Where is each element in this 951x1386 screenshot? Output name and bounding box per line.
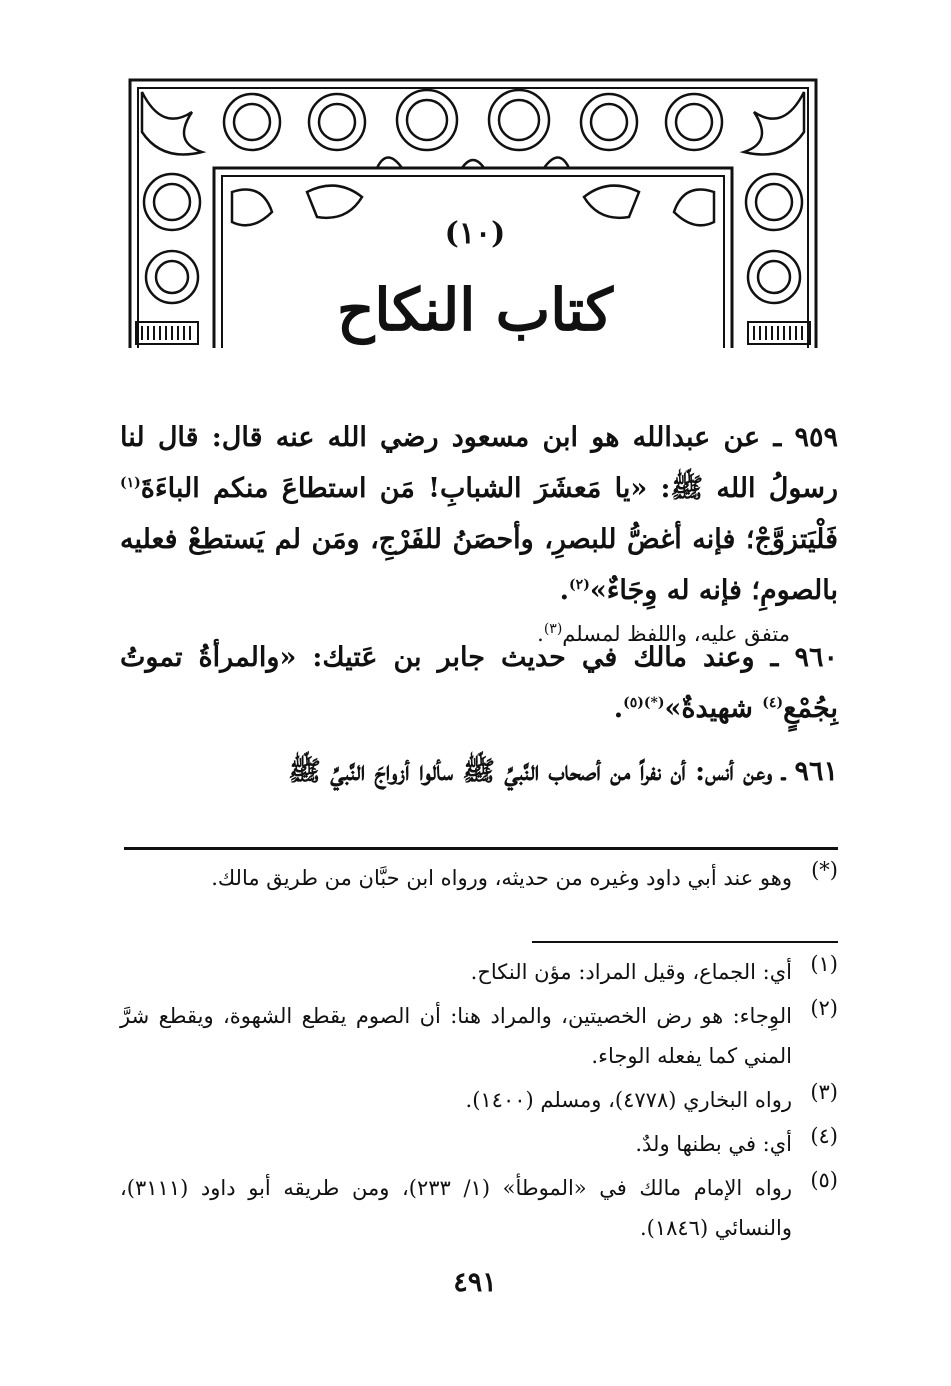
footnote-item	[120, 996, 838, 1076]
page-number: ٤٩١	[453, 1267, 497, 1298]
note-mark: (*)	[811, 858, 838, 882]
footnote-item	[120, 1168, 838, 1248]
footnote-item	[120, 1080, 838, 1120]
footnote-ref[interactable]: (٢)	[569, 577, 590, 593]
hadith-text: .	[559, 575, 570, 606]
footnote-mark: (٤)	[810, 1124, 838, 1148]
footnote-ref[interactable]: (٤)	[762, 695, 784, 711]
hadith-text: .	[613, 693, 624, 724]
hadith-text: وعند مالك في حديث جابر بن عَتيك: «والمرأةُ تموتُ بِجُمْعٍ	[120, 642, 838, 724]
hadith-961	[120, 746, 838, 797]
reference-text: .	[537, 622, 544, 646]
footnote-ref[interactable]: (١)	[120, 475, 141, 491]
reference-text: متفق عليه، واللفظ لمسلم	[562, 622, 790, 646]
hadith-number: ٩٦١ ـ	[781, 756, 838, 787]
footnote-text: أي: في بطنها ولدٌ.	[635, 1132, 792, 1156]
footnote-mark: (٥)	[810, 1168, 838, 1192]
footnote-text: الوِجاء: هو رض الخصيتين، والمراد هنا: أن الصوم يقطع الشهوة، ويقطع شرَّ المني كما يفعله الوجاء.	[120, 1004, 792, 1068]
hadith-text: وعن أنس: أن نفراً من أصحاب النَّبيِّ ﷺ سألوا أزواجَ النَّبيِّ ﷺ	[288, 756, 773, 787]
book-title: كتاب النكاح	[336, 276, 613, 344]
footnote-item	[120, 952, 838, 992]
main-text	[120, 632, 838, 734]
star-note	[120, 858, 838, 898]
chapter-number: (١٠)	[444, 216, 506, 251]
hadith-959	[120, 412, 838, 616]
hadith-text: عن عبدالله هو ابن مسعود رضي الله عنه قال: قال لنا رسولُ الله ﷺ: «يا مَعشَرَ الشبابِ! مَن استطاعَ منكم الباءَةَ	[120, 422, 838, 504]
footnote-item	[120, 1124, 838, 1164]
footnote-mark: (١)	[810, 952, 838, 976]
footnote-ref[interactable]: (*)(٥)	[623, 695, 665, 711]
hadith-960	[120, 632, 838, 734]
footnote-text: أي: الجماع، وقيل المراد: مؤن النكاح.	[470, 960, 792, 984]
footnote-rule	[532, 941, 838, 943]
main-text	[120, 746, 838, 797]
hadith-number: ٩٦٠ ـ	[770, 642, 838, 673]
footnote-text: رواه الإمام مالك في «الموطأ» (١/ ٢٣٣)، ومن طريقه أبو داود (٣١١١)، والنسائي (١٨٤٦).	[120, 1176, 792, 1240]
footnote-mark: (٢)	[810, 996, 838, 1020]
hadith-text: فَلْيَتزوَّجْ؛ فإنه أغضُّ للبصرِ، وأحصَنُ للفَرْجِ، ومَن لم يَستطِعْ فعليه بالصومِ؛ فإنه له وِجَاءٌ»	[120, 524, 838, 606]
separator-rule	[124, 847, 838, 850]
note-text: وهو عند أبي داود وغيره من حديثه، ورواه ابن حبَّان من طريق مالك.	[211, 866, 792, 890]
hadith-number: ٩٥٩ ـ	[773, 422, 839, 453]
footnote-mark: (٣)	[810, 1080, 838, 1104]
footnotes	[120, 952, 838, 1248]
footnote-text: رواه البخاري (٤٧٧٨)، ومسلم (١٤٠٠).	[465, 1088, 792, 1112]
hadith-text: شهيدةٌ»	[664, 693, 763, 724]
main-text	[120, 412, 838, 652]
footnote-ref[interactable]: (٣)	[543, 621, 563, 637]
